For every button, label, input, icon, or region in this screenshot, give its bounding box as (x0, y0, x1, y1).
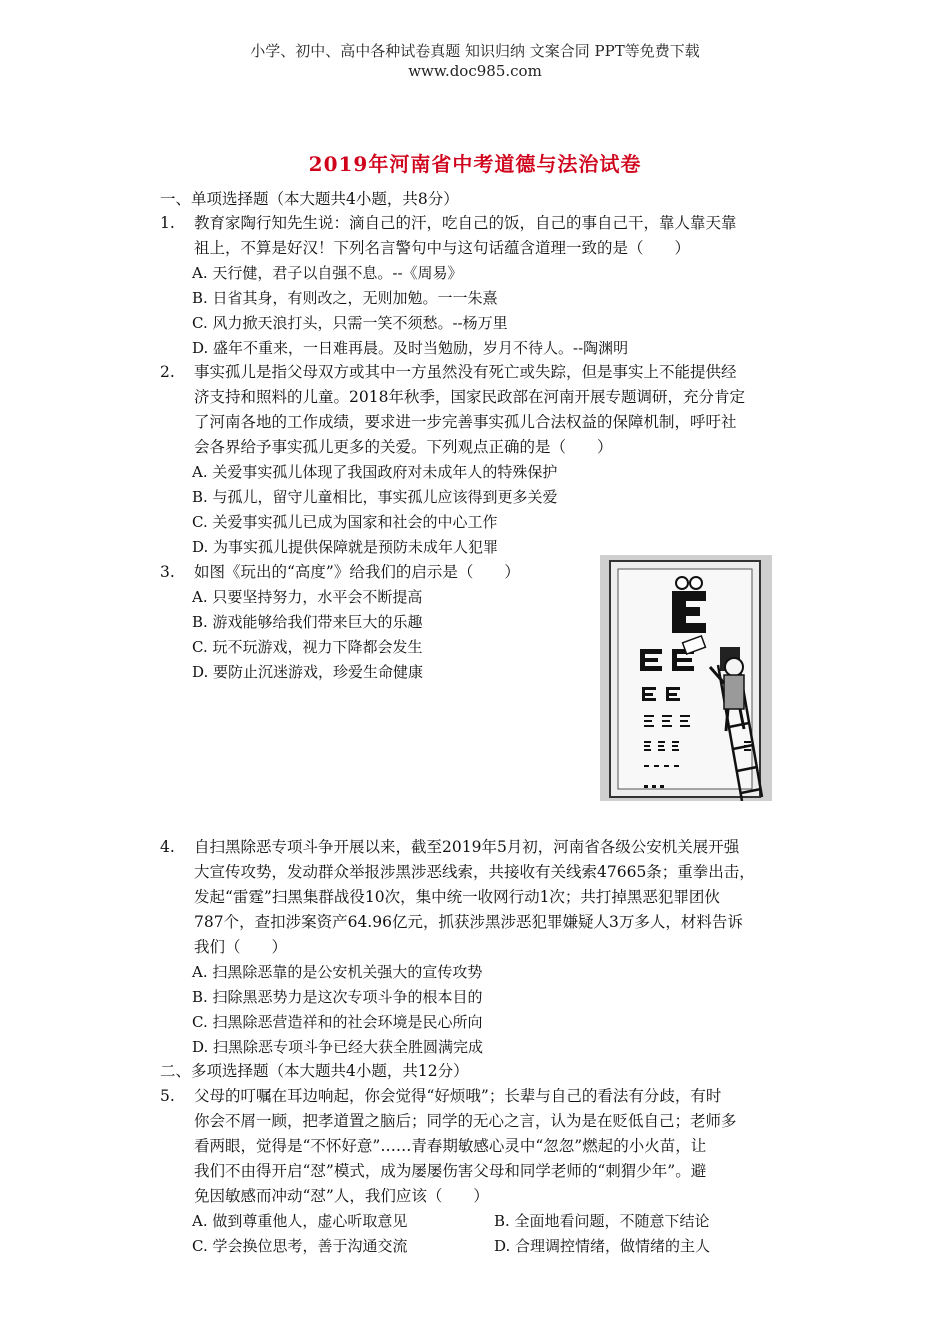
q5-option-b[interactable]: B. 全面地看问题，不随意下结论 (494, 1212, 710, 1230)
q5-stem-line: 看两眼，觉得是“不怀好意”……青春期敏感心灵中“忽忽”燃起的小火苗，让 (194, 1137, 707, 1155)
q1-stem-line: 教育家陶行知先生说：滴自己的汗，吃自己的饭，自己的事自己干，靠人靠天靠 (194, 214, 737, 232)
q4-option-c[interactable]: C. 扫黑除恶营造祥和的社会环境是民心所向 (192, 1013, 483, 1031)
q3-option-c[interactable]: C. 玩不玩游戏，视力下降都会发生 (192, 638, 423, 656)
q1-option-d[interactable]: D. 盛年不重来，一日难再晨。及时当勉励，岁月不待人。--陶渊明 (192, 339, 629, 357)
q2-stem-line: 济支持和照料的儿童。2018年秋季，国家民政部在河南开展专题调研，充分肯定 (194, 388, 745, 406)
q5-option-c[interactable]: C. 学会换位思考，善于沟通交流 (192, 1237, 408, 1255)
q2-option-d[interactable]: D. 为事实孤儿提供保障就是预防未成年人犯罪 (192, 538, 499, 556)
q3-option-a[interactable]: A. 只要坚持努力，水平会不断提高 (192, 588, 423, 606)
q4-stem-line: 自扫黑除恶专项斗争开展以来，截至2019年5月初，河南省各级公安机关展开强 (194, 838, 740, 856)
exam-title: 2019年河南省中考道德与法治试卷 (308, 152, 642, 176)
q4-stem-line: 大宣传攻势，发动群众举报涉黑涉恶线索，共接收有关线索47665条；重拳出击， (194, 863, 755, 881)
q2-option-a[interactable]: A. 关爱事实孤儿体现了我国政府对未成年人的特殊保护 (192, 463, 558, 481)
q5-option-a[interactable]: A. 做到尊重他人，虚心听取意见 (192, 1212, 408, 1230)
q2-option-b[interactable]: B. 与孤儿，留守儿童相比，事实孤儿应该得到更多关爱 (192, 488, 558, 506)
q3-option-d[interactable]: D. 要防止沉迷游戏，珍爱生命健康 (192, 663, 424, 681)
q3-number: 3. (160, 563, 175, 581)
q4-stem-line: 我们（ ） (194, 938, 288, 956)
q2-stem-line: 了河南各地的工作成绩，要求进一步完善事实孤儿合法权益的保障机制，呼吁社 (194, 413, 737, 431)
q3-option-b[interactable]: B. 游戏能够给我们带来巨大的乐趣 (192, 613, 423, 631)
q1-option-c[interactable]: C. 风力掀天浪打头，只需一笑不须愁。--杨万里 (192, 314, 508, 332)
q5-stem-line: 你会不屑一顾，把孝道置之脑后；同学的无心之言，认为是在贬低自己；老师多 (194, 1112, 737, 1130)
site-banner: 小学、初中、高中各种试卷真题 知识归纳 文案合同 PPT等免费下载 (250, 42, 700, 60)
q4-stem-line: 发起“雷霆”扫黑集群战役10次，集中统一收网行动1次；共打掉黑恶犯罪团伙 (194, 888, 720, 906)
eye-chart-cartoon (600, 555, 772, 801)
section-1-heading: 一、单项选择题（本大题共4小题，共8分） (160, 190, 459, 208)
q5-number: 5. (160, 1087, 175, 1105)
q1-stem-line: 祖上，不算是好汉！下列名言警句中与这句话蕴含道理一致的是（ ） (194, 239, 691, 257)
q2-option-c[interactable]: C. 关爱事实孤儿已成为国家和社会的中心工作 (192, 513, 498, 531)
q2-stem-line: 会各界给予事实孤儿更多的关爱。下列观点正确的是（ ） (194, 438, 613, 456)
section-2-heading: 二、多项选择题（本大题共4小题，共12分） (160, 1062, 469, 1080)
q1-option-b[interactable]: B. 日省其身，有则改之，无则加勉。一一朱熹 (192, 289, 498, 307)
q5-stem-line: 我们不由得开启“怼”模式，成为屡屡伤害父母和同学老师的“刺猬少年”。避 (194, 1162, 707, 1180)
q2-stem-line: 事实孤儿是指父母双方或其中一方虽然没有死亡或失踪，但是事实上不能提供经 (194, 363, 737, 381)
q1-option-a[interactable]: A. 天行健，君子以自强不息。--《周易》 (192, 264, 463, 282)
q1-number: 1. (160, 214, 175, 232)
q5-stem-line: 父母的叮嘱在耳边响起，你会觉得“好烦哦”；长辈与自己的看法有分歧，有时 (194, 1087, 722, 1105)
q5-stem-line: 免因敏感而冲动“怼”人，我们应该（ ） (194, 1187, 489, 1205)
q3-stem-line: 如图《玩出的“高度”》给我们的启示是（ ） (194, 563, 520, 581)
q4-option-b[interactable]: B. 扫除黑恶势力是这次专项斗争的根本目的 (192, 988, 483, 1006)
q4-number: 4. (160, 838, 175, 856)
site-url: www.doc985.com (408, 62, 542, 80)
q4-option-a[interactable]: A. 扫黑除恶靠的是公安机关强大的宣传攻势 (192, 963, 483, 981)
q4-stem-line: 787个，查扣涉案资产64.96亿元，抓获涉黑涉恶犯罪嫌疑人3万多人，材料告诉 (194, 913, 743, 931)
q5-option-d[interactable]: D. 合理调控情绪，做情绪的主人 (494, 1237, 711, 1255)
q2-number: 2. (160, 363, 175, 381)
q4-option-d[interactable]: D. 扫黑除恶专项斗争已经大获全胜圆满完成 (192, 1038, 484, 1056)
